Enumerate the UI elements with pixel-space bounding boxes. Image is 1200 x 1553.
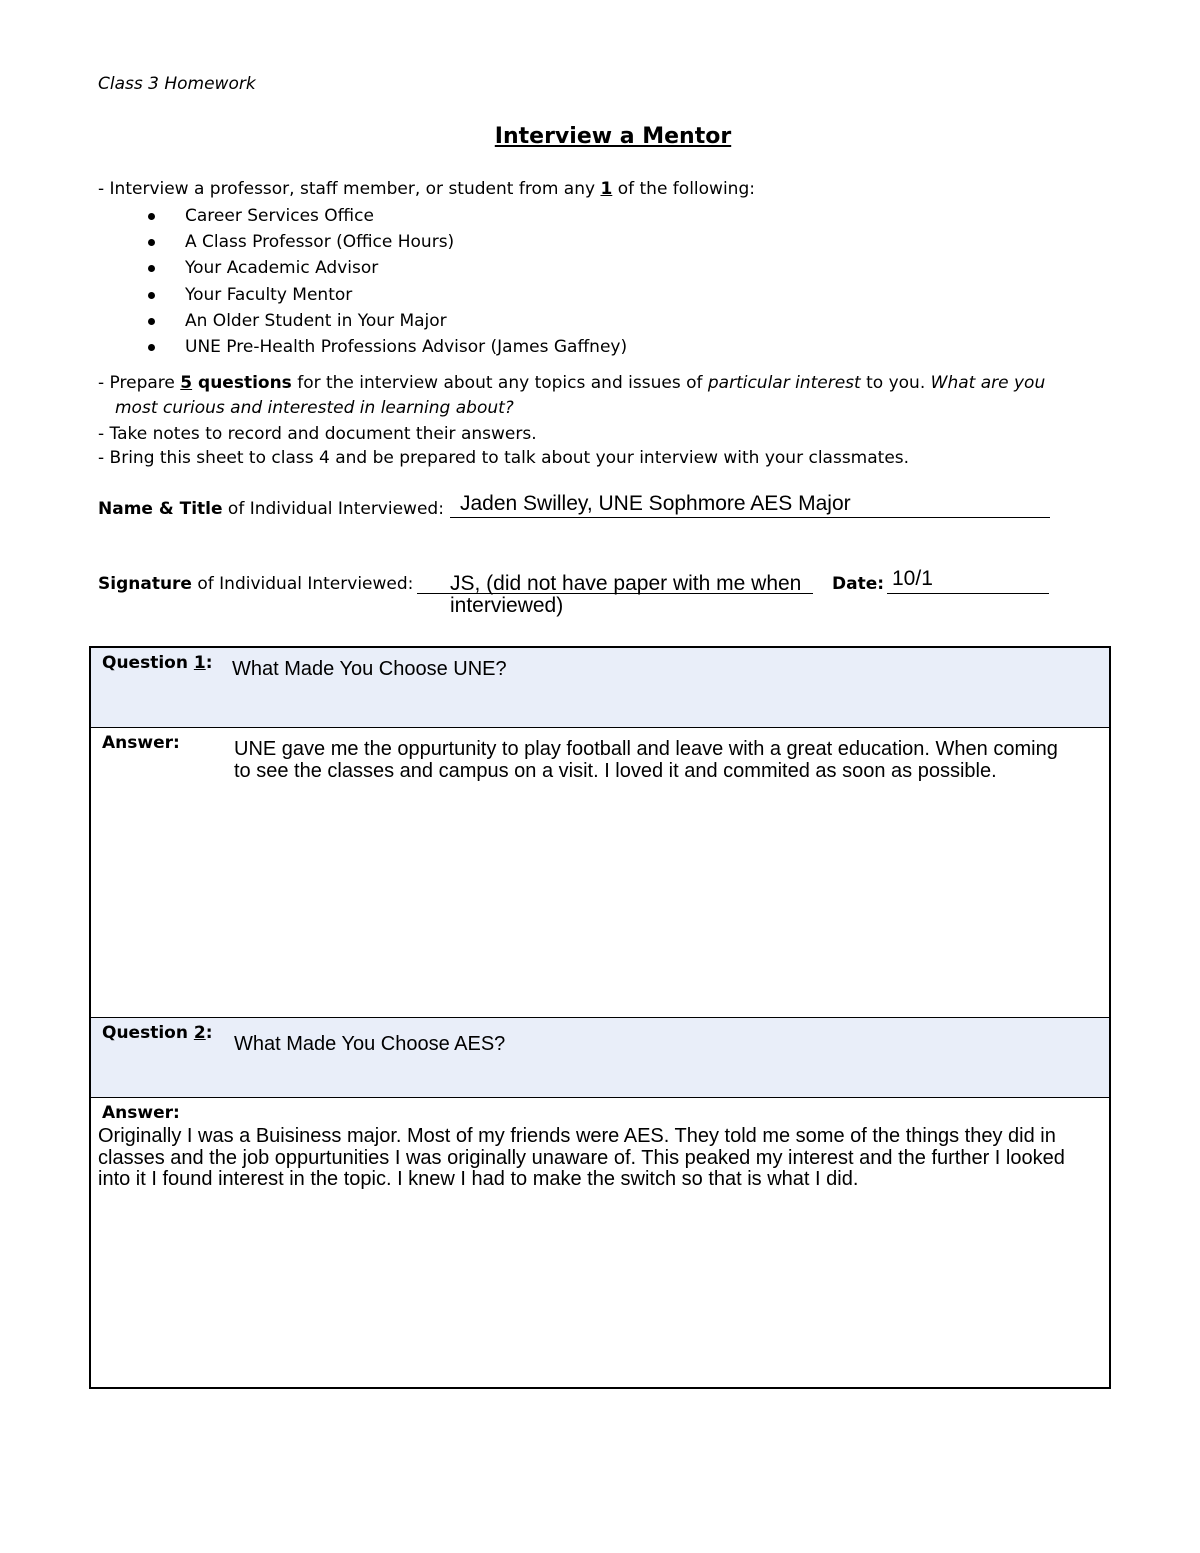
instruction-prepare: - Prepare 5 questions for the interview about any topics and issues of particular interest to you. What are you [98,373,1046,393]
date-field[interactable]: 10/1 [892,567,933,590]
intro-suffix: of the following: [612,179,755,199]
intro-prefix: - Interview a professor, staff member, or student from any [98,179,601,199]
list-item: UNE Pre-Health Professions Advisor (James Gaffney) [148,336,627,362]
bullet-icon [148,213,155,220]
name-underline [450,517,1050,518]
answer-1-label: Answer: [102,733,180,753]
interview-table [89,646,1111,1389]
option-list [148,205,627,362]
list-item: Career Services Office [148,205,627,231]
answer-2-row [91,1097,1109,1386]
signature-field-cont: interviewed) [450,594,564,617]
date-label: Date: [832,574,885,594]
list-item: Your Faculty Mentor [148,284,627,310]
list-item: An Older Student in Your Major [148,310,627,336]
name-field[interactable]: Jaden Swilley, UNE Sophmore AES Major [460,492,851,515]
date-underline [887,593,1049,594]
question-1-text[interactable]: What Made You Choose UNE? [232,658,507,680]
bullet-icon [148,265,155,272]
page-title: Interview a Mentor [494,124,732,149]
answer-1-text[interactable]: UNE gave me the oppurtunity to play football and leave with a great education. When coming to see the classes and campus on a visit. I loved it and commited as soon as possible. [234,738,1058,782]
bullet-icon [148,344,155,351]
bullet-icon [148,239,155,246]
answer-2-label: Answer: [102,1103,180,1123]
question-2-label: Question 2: [102,1023,213,1043]
answer-2-text[interactable]: Originally I was a Buisiness major. Most of my friends were AES. They told me some of the things they did in classes and the job oppurtunities I was originally unaware of. This peaked my interest and the further I looked into it I found interest in the topic. I knew I had to make the switch so that is what I did. [98,1125,1065,1190]
list-item: Your Academic Advisor [148,257,627,283]
answer-1-row [91,727,1109,1017]
question-2-row [91,1017,1109,1097]
instruction-prepare-cont: most curious and interested in learning about? [115,398,514,418]
instruction-notes: - Take notes to record and document their answers. [98,424,537,444]
instruction-intro [98,179,755,199]
question-2-text[interactable]: What Made You Choose AES? [234,1033,506,1055]
instruction-bring: - Bring this sheet to class 4 and be prepared to talk about your interview with your classmates. [98,448,910,468]
name-label: Name & Title of Individual Interviewed: [98,499,444,519]
intro-count: 1 [600,179,613,199]
signature-field[interactable]: JS, (did not have paper with me when [450,572,802,595]
bullet-icon [148,318,155,325]
bullet-icon [148,292,155,299]
signature-label: Signature of Individual Interviewed: [98,574,414,594]
list-item: A Class Professor (Office Hours) [148,231,627,257]
question-1-row [91,648,1109,727]
question-1-label: Question 1: [102,653,213,673]
header-label: Class 3 Homework [98,74,256,94]
